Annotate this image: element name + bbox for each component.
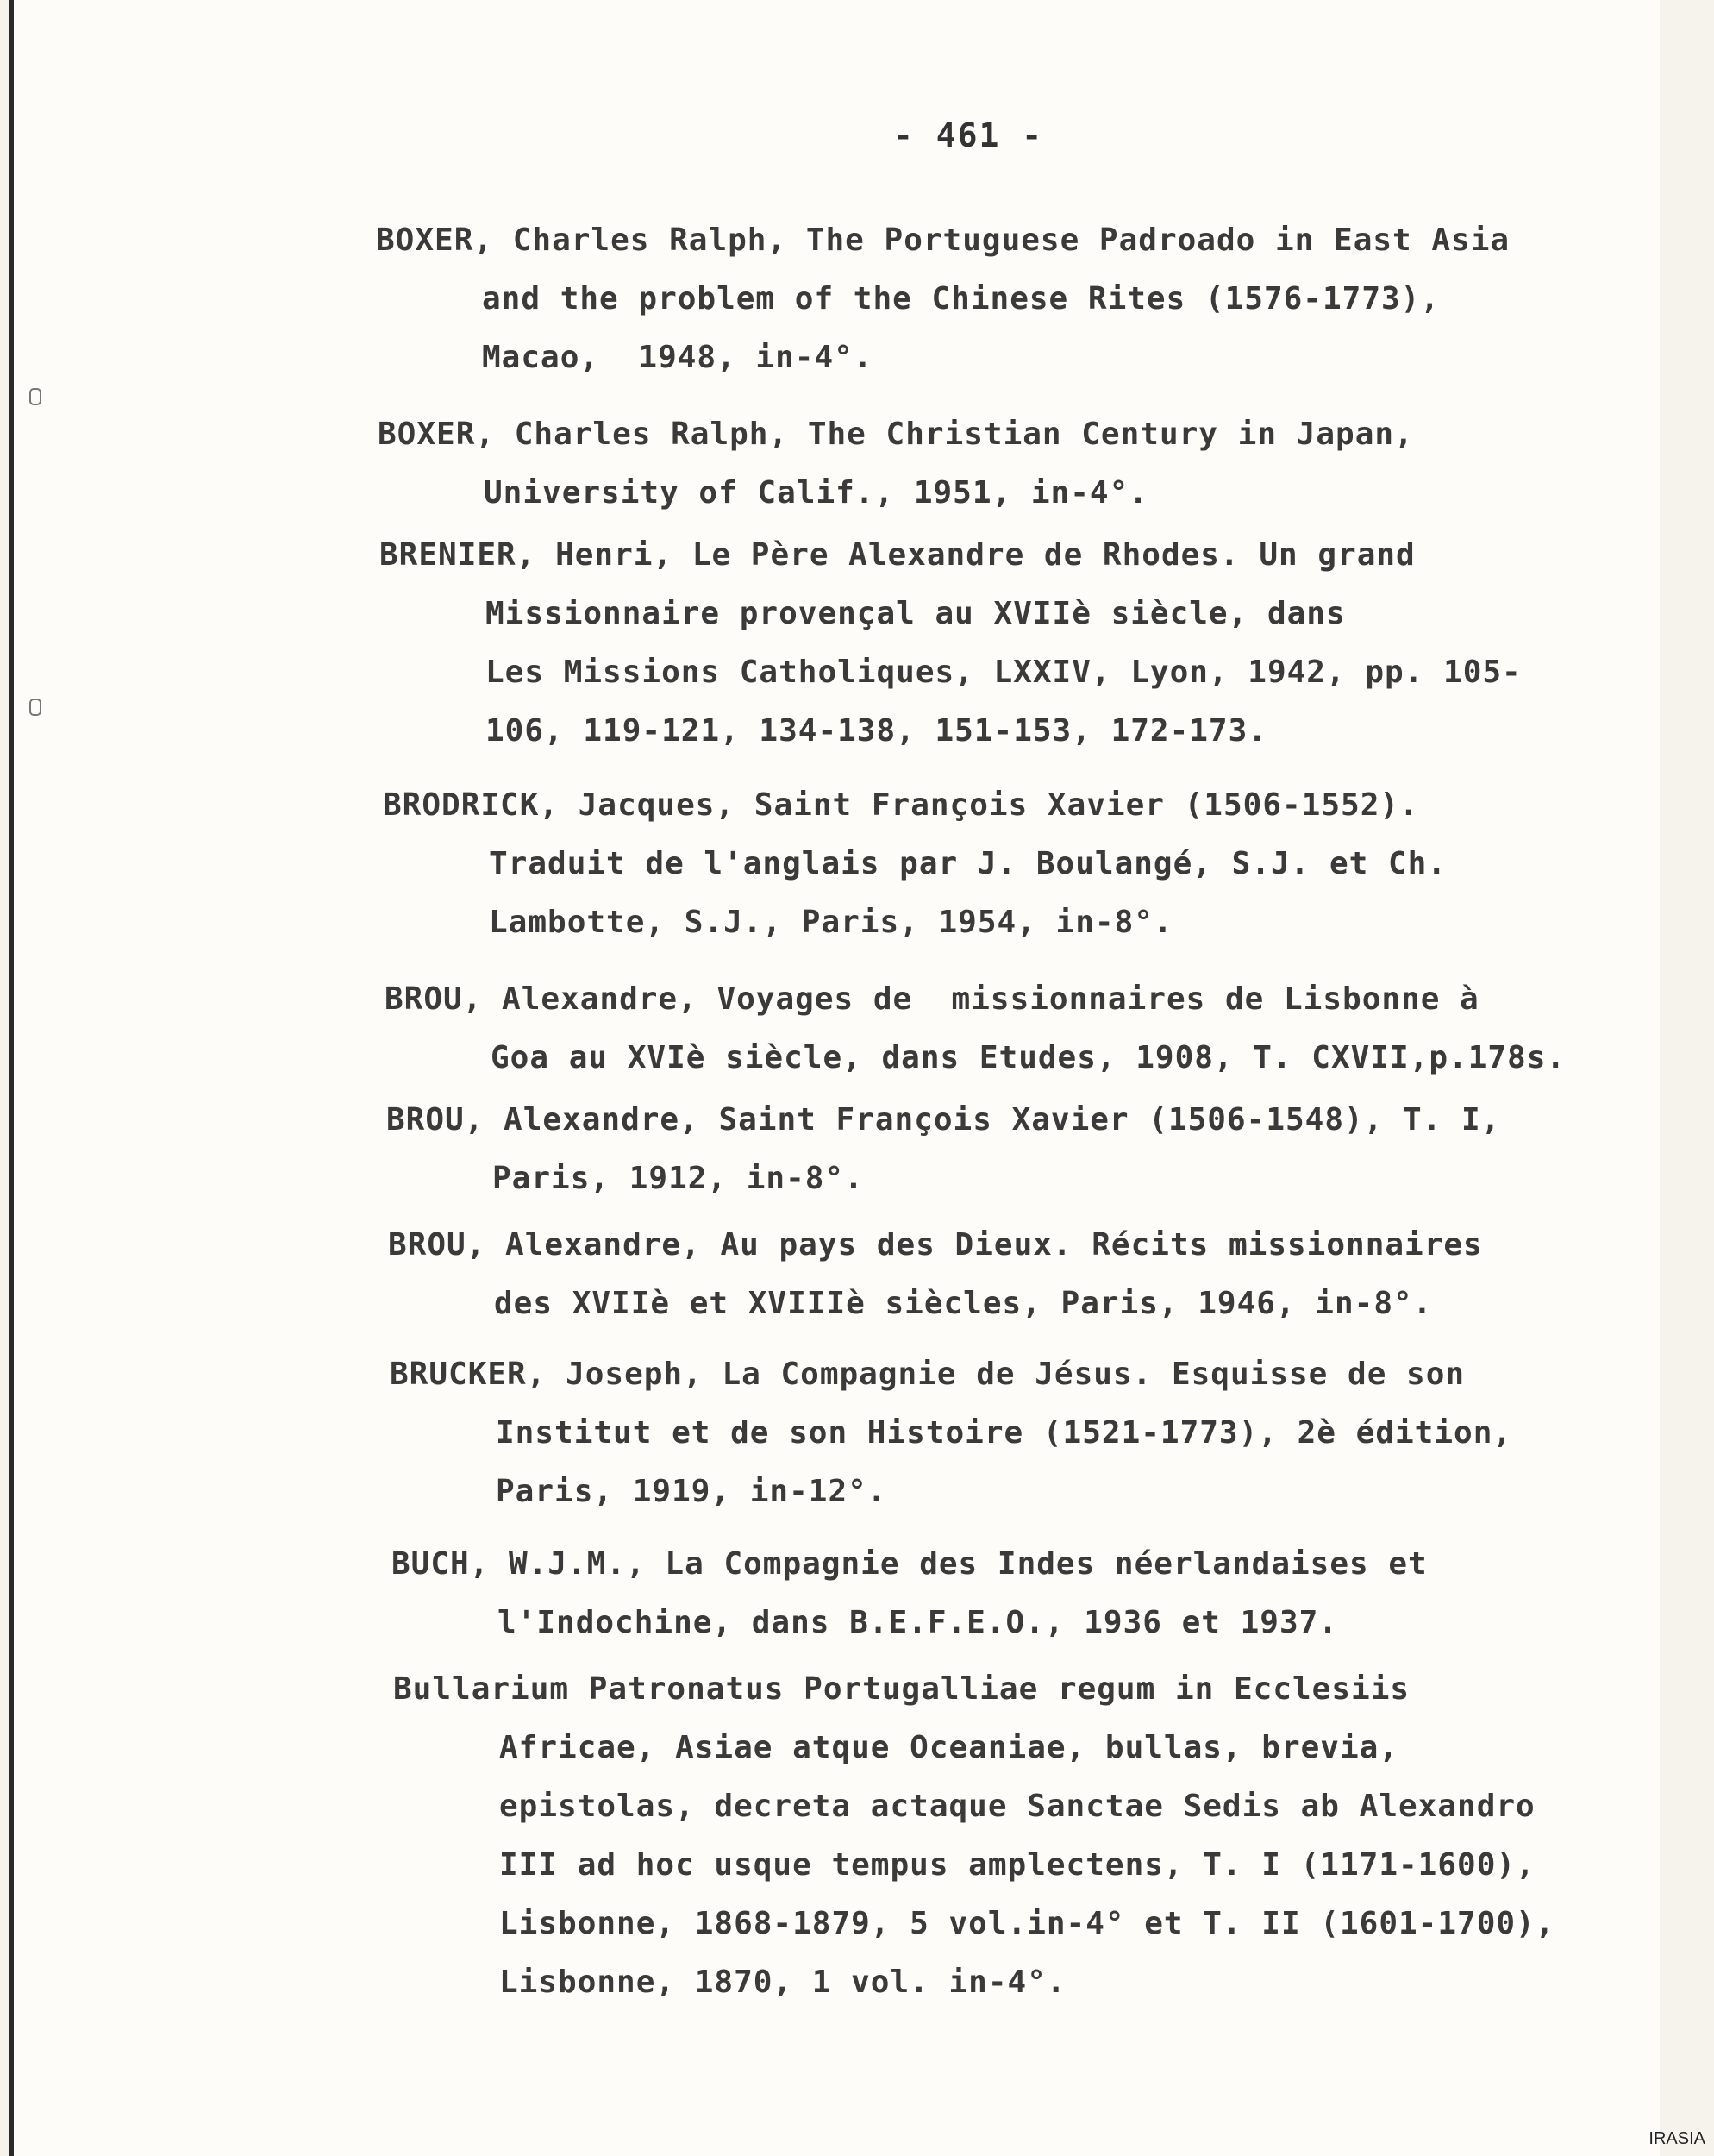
entry-line: epistolas, decreta actaque Sanctae Sedis ab Alexandro	[499, 1789, 1536, 1824]
entry-line: BROU, Alexandre, Au pays des Dieux. Récits missionnaires	[388, 1227, 1483, 1263]
entry-line: Bullarium Patronatus Portugalliae regum in Ecclesiis	[393, 1671, 1411, 1707]
entry-line: BRUCKER, Joseph, La Compagnie de Jésus. Esquisse de son	[390, 1357, 1466, 1392]
entry-line: Macao, 1948, in-4°.	[482, 340, 873, 375]
page-number: - 461 -	[893, 116, 1044, 154]
bibliography-entry-boxer-padroado	[376, 211, 1510, 387]
typescript-page	[9, 0, 1660, 2156]
entry-line: Les Missions Catholiques, LXXIV, Lyon, 1942, pp. 105-	[485, 655, 1522, 690]
entry-line: BROU, Alexandre, Saint François Xavier (1506-1548), T. I,	[386, 1102, 1501, 1138]
bibliography-entry-boxer-christian-century	[378, 405, 1414, 523]
entry-line: Lambotte, S.J., Paris, 1954, in-8°.	[489, 905, 1173, 940]
entry-line: Lisbonne, 1868-1879, 5 vol.in-4° et T. II (1601-1700),	[499, 1906, 1555, 1941]
entry-line: and the problem of the Chinese Rites (1576-1773),	[482, 281, 1441, 317]
entry-line: BROU, Alexandre, Voyages de missionnaires de Lisbonne à	[385, 981, 1479, 1017]
entry-line: des XVIIè et XVIIIè siècles, Paris, 1946, in-8°.	[494, 1286, 1433, 1321]
entry-line: Traduit de l'anglais par J. Boulangé, S.J. et Ch.	[489, 846, 1448, 881]
entry-line: BOXER, Charles Ralph, The Christian Century in Japan,	[378, 417, 1414, 452]
entry-line: Lisbonne, 1870, 1 vol. in-4°.	[499, 1965, 1067, 2000]
entry-line: BUCH, W.J.M., La Compagnie des Indes néerlandaises et	[391, 1546, 1428, 1582]
entry-line: BRODRICK, Jacques, Saint François Xavier (1506-1552).	[383, 787, 1419, 823]
entry-line: 106, 119-121, 134-138, 151-153, 172-173.	[485, 713, 1267, 749]
bibliography-entry-brenier	[379, 526, 1522, 761]
bibliography-entry-buch	[391, 1535, 1428, 1652]
entry-line: III ad hoc usque tempus amplectens, T. I (1171-1600),	[499, 1847, 1536, 1883]
bibliography-entry-brou-xavier	[386, 1091, 1500, 1208]
bibliography-entry-brou-voyages	[385, 970, 1566, 1087]
entry-line: Africae, Asiae atque Oceaniae, bullas, brevia,	[499, 1730, 1398, 1765]
entry-line: Goa au XVIè siècle, dans Etudes, 1908, T. CXVII,p.178s.	[491, 1040, 1567, 1075]
entry-line: Paris, 1919, in-12°.	[496, 1474, 887, 1509]
bibliography-entry-bullarium	[393, 1660, 1554, 2012]
binding-hole	[29, 388, 41, 405]
bibliography-entry-brou-dieux	[388, 1216, 1483, 1333]
entry-line: BOXER, Charles Ralph, The Portuguese Padroado in East Asia	[376, 222, 1511, 258]
entry-line: Missionnaire provençal au XVIIè siècle, dans	[485, 596, 1346, 631]
bibliography-entry-brucker	[390, 1345, 1512, 1521]
entry-line: Institut et de son Histoire (1521-1773), 2è édition,	[496, 1415, 1513, 1451]
entry-line: BRENIER, Henri, Le Père Alexandre de Rhodes. Un grand	[379, 537, 1416, 573]
bibliography-entry-brodrick	[383, 776, 1447, 952]
watermark: IRASIA	[1648, 2129, 1705, 2148]
binding-hole	[29, 699, 41, 716]
entry-line: Paris, 1912, in-8°.	[492, 1161, 864, 1196]
entry-line: University of Calif., 1951, in-4°.	[484, 475, 1148, 511]
entry-line: l'Indochine, dans B.E.F.E.O., 1936 et 1937.	[497, 1605, 1338, 1640]
